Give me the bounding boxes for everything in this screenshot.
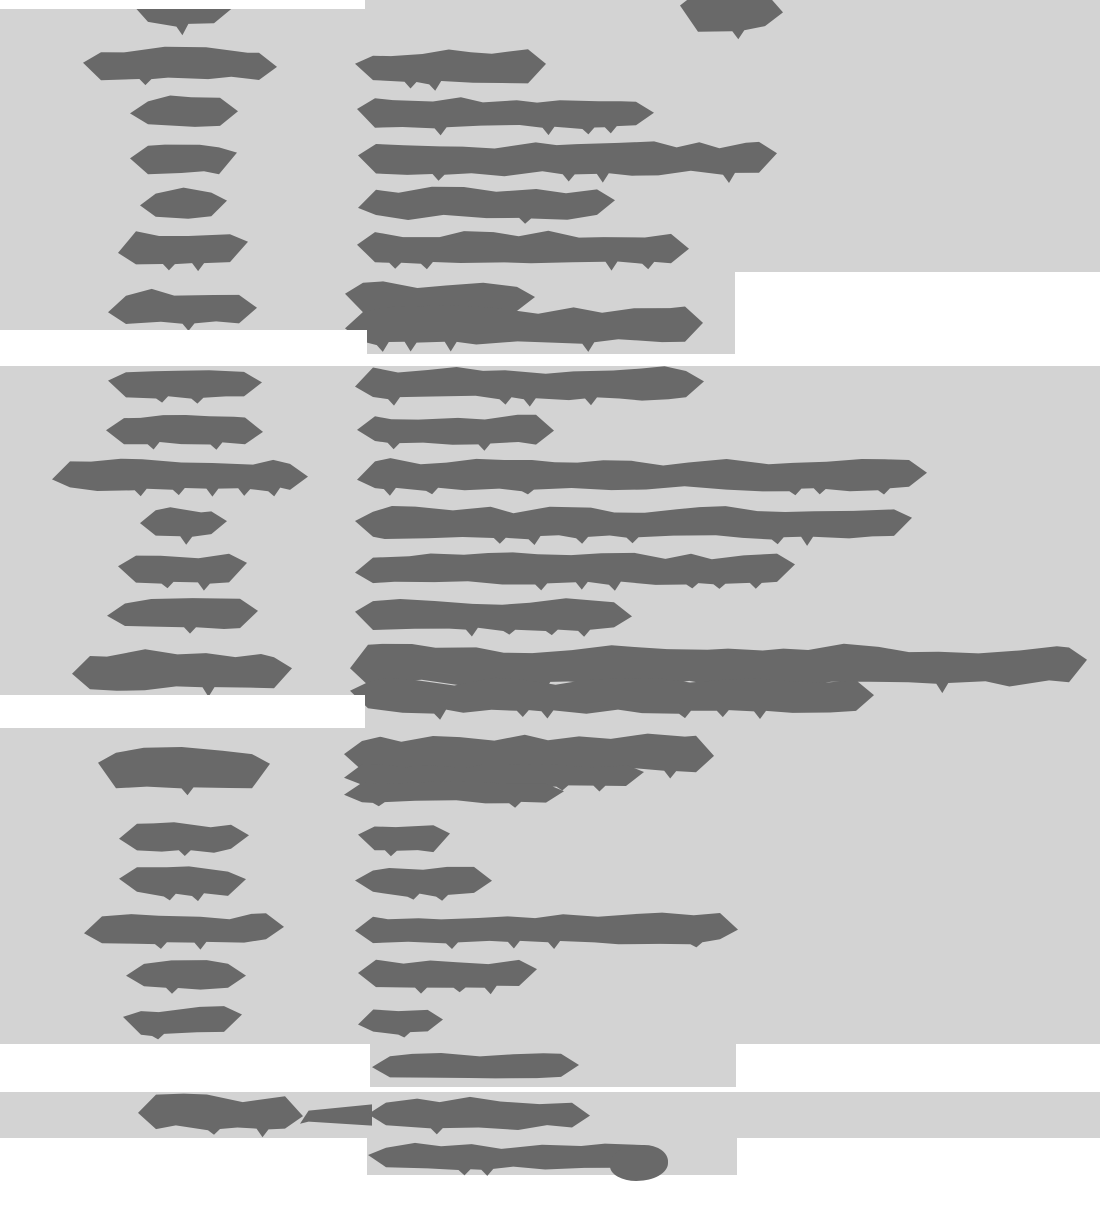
white-mask-strip (0, 330, 367, 366)
white-mask-strip (0, 1044, 370, 1092)
white-mask-strip (0, 695, 365, 728)
white-mask-strip (0, 0, 365, 9)
